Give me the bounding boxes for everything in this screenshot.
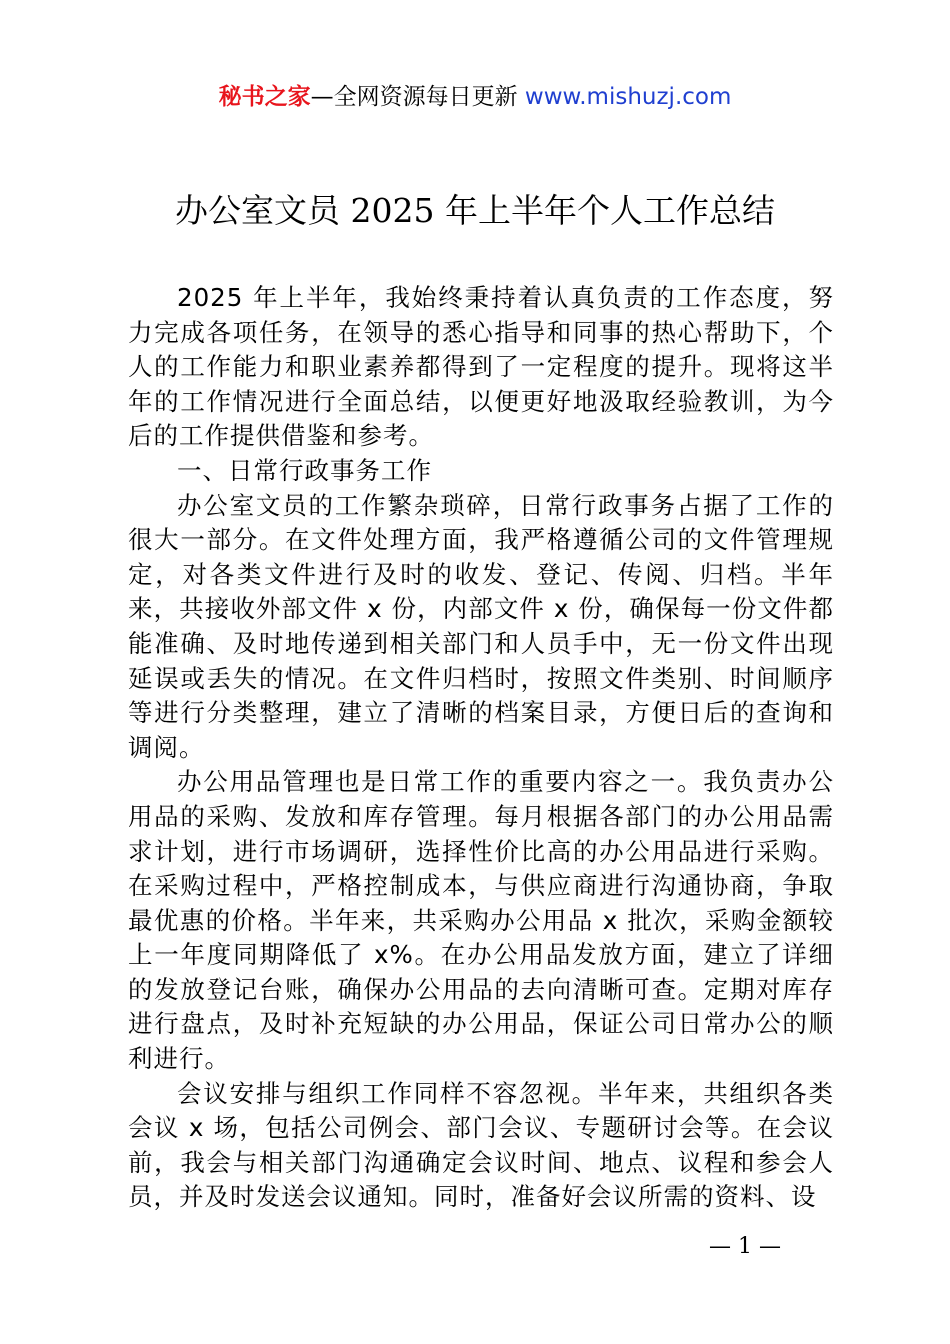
site-url-link[interactable]: www.mishuzj.com — [524, 84, 732, 110]
body-paragraph: 会议安排与组织工作同样不容忽视。半年来，共组织各类会议 x 场，包括公司例会、部门会议、专题研讨会等。在会议前，我会与相关部门沟通确定会议时间、地点、议程和参会人员，并及时发送会议通知。同时，准备好会议所需的资料、设 — [128, 1078, 834, 1212]
document-body — [128, 281, 834, 1215]
site-banner — [0, 80, 950, 114]
document-title: 办公室文员 2025 年上半年个人工作总结 — [175, 191, 775, 230]
body-paragraph: 办公室文员的工作繁杂琐碎，日常行政事务占据了工作的很大一部分。在文件处理方面，我严格遵循公司的文件管理规定，对各类文件进行及时的收发、登记、传阅、归档。半年来，共接收外部文件 x 份，内部文件 x 份，确保每一份文件都能准确、及时地传递到相关部门和人员手中，无一份文件出现延误或丢失的情况。在文件归档时，按照文件类别、时间顺序等进行分类整理，建立了清晰的档案目录，方便日后的查询和调阅。 — [128, 490, 834, 762]
section-heading: 一、日常行政事务工作 — [177, 455, 432, 485]
banner-tagline: —全网资源每日更新 — [310, 84, 518, 110]
body-paragraph: 办公用品管理也是日常工作的重要内容之一。我负责办公用品的采购、发放和库存管理。每月根据各部门的办公用品需求计划，进行市场调研，选择性价比高的办公用品进行采购。在采购过程中，严格控制成本，与供应商进行沟通协商，争取最优惠的价格。半年来，共采购办公用品 x 批次，采购金额较上一年度同期降低了 x%。在办公用品发放方面，建立了详细的发放登记台账，确保办公用品的去向清晰可查。定期对库存进行盘点，及时补充短缺的办公用品，保证公司日常办公的顺利进行。 — [128, 767, 834, 1074]
brand-name: 秘书之家 — [218, 84, 311, 110]
page-number: — 1 — — [709, 1234, 781, 1259]
intro-paragraph: 2025 年上半年，我始终秉持着认真负责的工作态度，努力完成各项任务，在领导的悉心指导和同事的热心帮助下，个人的工作能力和职业素养都得到了一定程度的提升。现将这半年的工作情况进行全面总结，以便更好地汲取经验教训，为今后的工作提供借鉴和参考。 — [128, 283, 834, 451]
